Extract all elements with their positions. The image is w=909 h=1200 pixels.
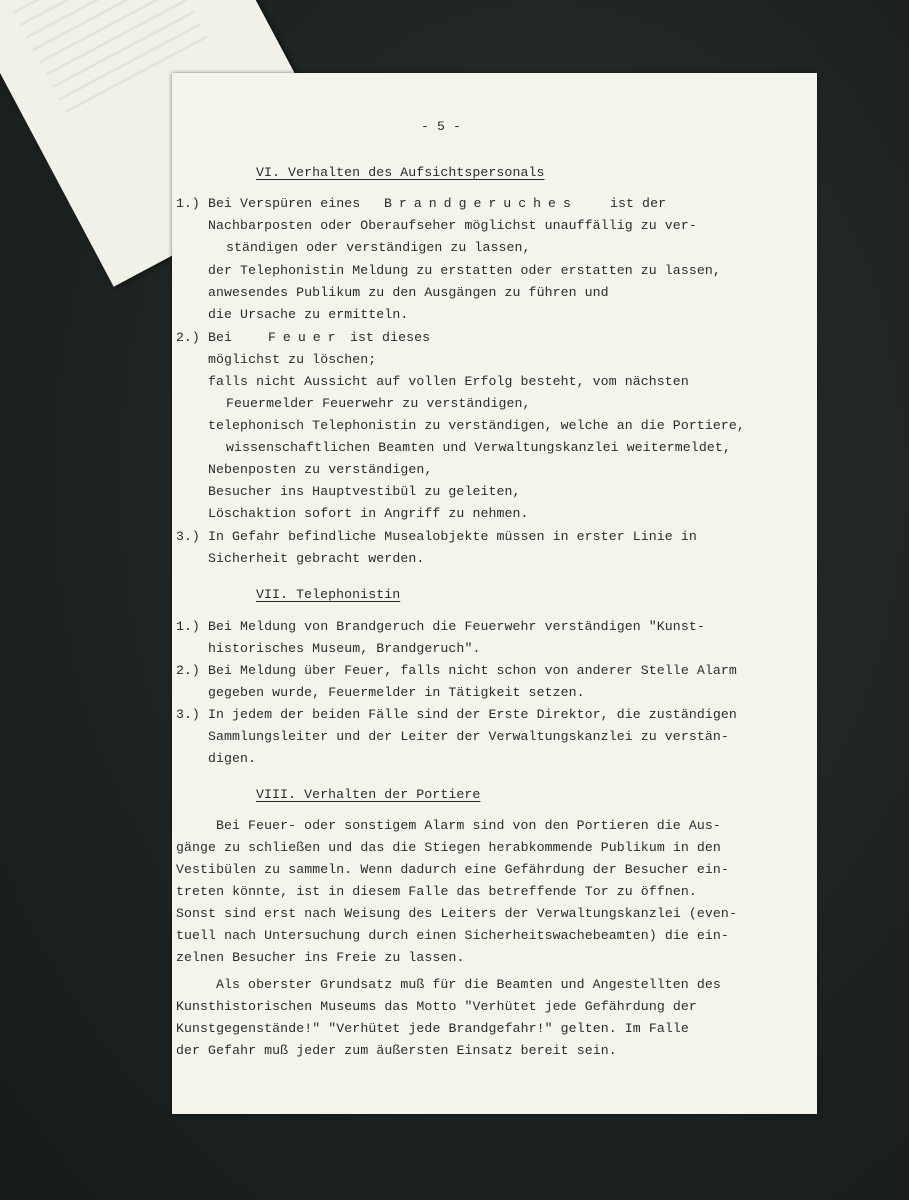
item-text: Bei Meldung von Brandgeruch die Feuerwehr verständigen "Kunst- — [208, 619, 705, 634]
item-text: ist der — [610, 196, 667, 211]
item-text: Löschaktion sofort in Angriff zu nehmen. — [208, 506, 529, 521]
item-text: Sammlungsleiter und der Leiter der Verwaltungskanzlei zu verstän- — [208, 729, 729, 744]
item-text: Bei — [208, 330, 233, 345]
item-text: Bei Verspüren eines — [208, 196, 361, 211]
paragraph-line: Als oberster Grundsatz muß für die Beamten und Angestellten des — [216, 977, 721, 992]
item-text: Besucher ins Hauptvestibül zu geleiten, — [208, 484, 521, 499]
paragraph-line: zelnen Besucher ins Freie zu lassen. — [176, 950, 465, 965]
item-text: wissenschaftlichen Beamten und Verwaltungskanzlei weitermeldet, — [226, 440, 731, 455]
item-text: telephonisch Telephonistin zu verständigen, welche an die Portiere, — [208, 418, 745, 433]
item-number: 1.) — [176, 196, 200, 211]
item-text: Nebenposten zu verständigen, — [208, 462, 433, 477]
emphasis-text: Feuer — [268, 330, 343, 345]
item-text: falls nicht Aussicht auf vollen Erfolg besteht, vom nächsten — [208, 374, 689, 389]
item-text: gegeben wurde, Feuermelder in Tätigkeit setzen. — [208, 685, 585, 700]
paragraph-line: Bei Feuer- oder sonstigem Alarm sind von den Portieren die Aus- — [216, 818, 721, 833]
section-heading-vi: VI. Verhalten des Aufsichtspersonals — [256, 165, 545, 180]
item-text: historisches Museum, Brandgeruch". — [208, 641, 481, 656]
document-page — [172, 73, 817, 1114]
emphasis-text: Brandgeruches — [384, 196, 578, 211]
item-text: Bei Meldung über Feuer, falls nicht schon von anderer Stelle Alarm — [208, 663, 737, 678]
paragraph-line: tuell nach Untersuchung durch einen Sicherheitswachebeamten) die ein- — [176, 928, 729, 943]
paragraph-line: Kunstgegenstände!" "Verhütet jede Brandgefahr!" gelten. Im Falle — [176, 1021, 689, 1036]
paragraph-line: Kunsthistorischen Museums das Motto "Verhütet jede Gefährdung der — [176, 999, 697, 1014]
item-number: 2.) — [176, 330, 200, 345]
item-text: In jedem der beiden Fälle sind der Erste Direktor, die zuständigen — [208, 707, 737, 722]
item-number: 3.) — [176, 707, 200, 722]
item-text: die Ursache zu ermitteln. — [208, 307, 409, 322]
item-number: 2.) — [176, 663, 200, 678]
paragraph-line: der Gefahr muß jeder zum äußersten Einsatz bereit sein. — [176, 1043, 617, 1058]
paragraph-line: treten könnte, ist in diesem Falle das betreffende Tor zu öffnen. — [176, 884, 697, 899]
item-text: digen. — [208, 751, 257, 766]
page-number: - 5 - — [421, 119, 462, 134]
item-text: möglichst zu löschen; — [208, 352, 377, 367]
item-text: der Telephonistin Meldung zu erstatten oder erstatten zu lassen, — [208, 263, 721, 278]
item-text: Feuermelder Feuerwehr zu verständigen, — [226, 396, 531, 411]
section-heading-viii: VIII. Verhalten der Portiere — [256, 787, 481, 802]
item-text: anwesendes Publikum zu den Ausgängen zu führen und — [208, 285, 609, 300]
item-number: 1.) — [176, 619, 200, 634]
section-heading-vii: VII. Telephonistin — [256, 587, 401, 602]
paragraph-line: gänge zu schließen und das die Stiegen herabkommende Publikum in den — [176, 840, 721, 855]
paragraph-line: Sonst sind erst nach Weisung des Leiters der Verwaltungskanzlei (even- — [176, 906, 737, 921]
item-number: 3.) — [176, 529, 200, 544]
item-text: Nachbarposten oder Oberaufseher möglichst unauffällig zu ver- — [208, 218, 697, 233]
item-text: In Gefahr befindliche Musealobjekte müssen in erster Linie in — [208, 529, 697, 544]
item-text: ist dieses — [350, 330, 431, 345]
item-text: ständigen oder verständigen zu lassen, — [226, 240, 531, 255]
item-text: Sicherheit gebracht werden. — [208, 551, 425, 566]
paragraph-line: Vestibülen zu sammeln. Wenn dadurch eine Gefährdung der Besucher ein- — [176, 862, 729, 877]
